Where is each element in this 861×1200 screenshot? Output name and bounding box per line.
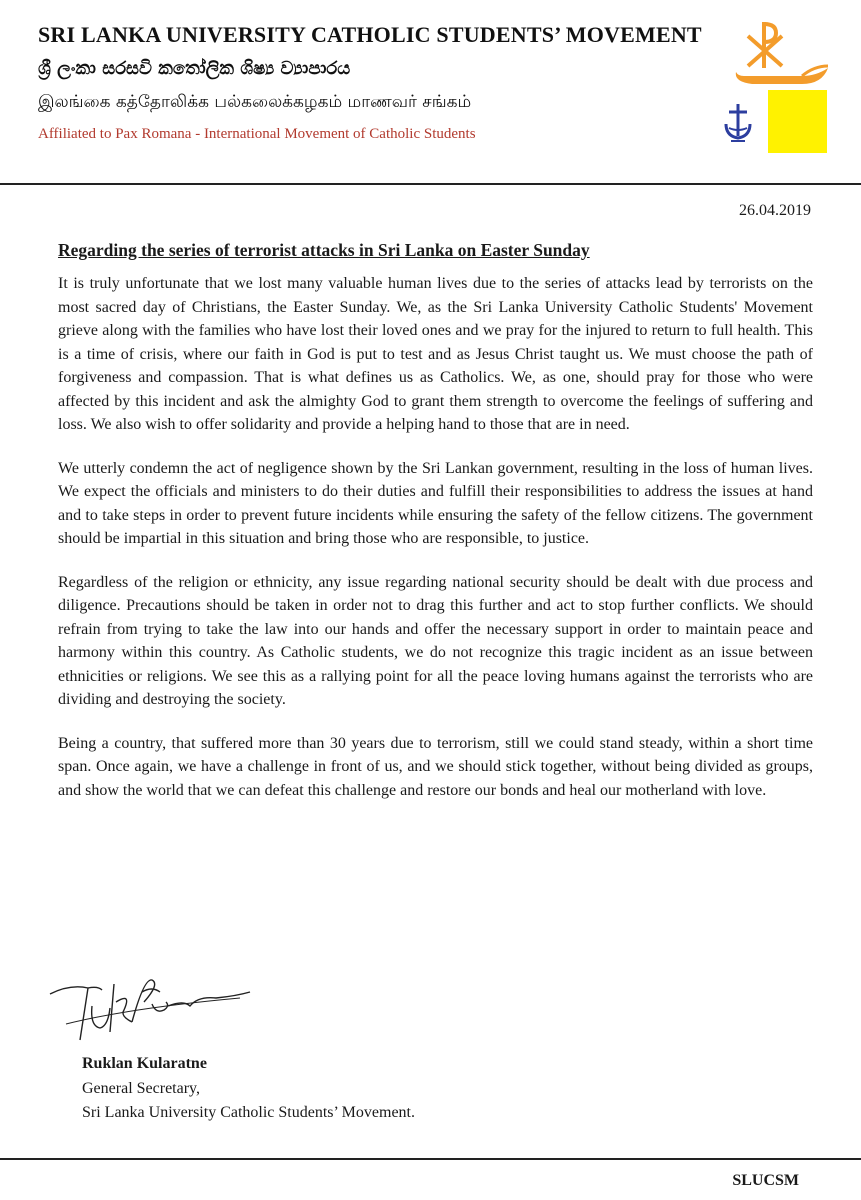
letter-body bbox=[58, 272, 813, 822]
signatory-organization: Sri Lanka University Catholic Students’ Movement. bbox=[82, 1104, 415, 1121]
yellow-flag-block bbox=[768, 90, 827, 153]
footer-divider bbox=[0, 1158, 861, 1160]
handwritten-signature bbox=[40, 966, 260, 1044]
letter-subject: Regarding the series of terrorist attacks in Sri Lanka on Easter Sunday bbox=[58, 240, 590, 260]
header-divider bbox=[0, 183, 861, 185]
signatory-title: General Secretary, bbox=[82, 1080, 200, 1097]
org-name-english: SRI LANKA UNIVERSITY CATHOLIC STUDENTS’ MOVEMENT bbox=[38, 22, 702, 47]
footer-code: SLUCSM bbox=[732, 1172, 799, 1189]
body-paragraph: We utterly condemn the act of negligence shown by the Sri Lankan government, resulting in the loss of human lives. We expect the officials and ministers to do their duties and fulfill their responsibilities to address the issues at hand and to take steps in order to prevent future incidents while ensuring the safety of the fellow citizens. The government should be impartial in this situation and bring those who are responsible, to justice. bbox=[58, 459, 813, 547]
org-name-sinhala: ශ්‍රී ලංකා සරසවි කතෝලික ශිෂ්‍ය ව්‍යාපාරය bbox=[38, 58, 351, 79]
body-paragraph: Regardless of the religion or ethnicity, any issue regarding national security should be dealt with due process and diligence. Precautions should be taken in order not to drag this further and act to stop further conflicts. We should refrain from trying to take the law into our hands and offer the necessary support in order to maintain peace and harmony within this country. As Catholic students, we do not recognize this tragic incident as an issue between ethnicities or religions. We see this as a rallying point for all the peace loving humans against the terrorists who are dividing and destroying the society. bbox=[58, 573, 813, 708]
affiliation-line: Affiliated to Pax Romana - International Movement of Catholic Students bbox=[38, 126, 476, 142]
anchor-cross-icon bbox=[723, 102, 753, 144]
org-name-tamil: இலங்கை கத்தோலிக்க பல்கலைக்கழகம் மாணவர் சங்கம் bbox=[38, 92, 472, 112]
chi-rho-lamp-icon bbox=[730, 18, 835, 90]
body-paragraph: Being a country, that suffered more than 30 years due to terrorism, still we could stand steady, within a short time span. Once again, we have a challenge in front of us, and we should stick together, without being divided as groups, and show the world that we can defeat this challenge and restore our bonds and heal our motherland with love. bbox=[58, 734, 813, 799]
body-paragraph: It is truly unfortunate that we lost many valuable human lives due to the series of attacks lead by terrorists on the most sacred day of Christians, the Easter Sunday. We, as the Sri Lanka University Catholic Students' Movement grieve along with the families who have lost their loved ones and we pray for the injured to return to full health. This is a time of crisis, where our faith in God is put to test and as Jesus Christ taught us. We must choose the path of forgiveness and compassion. That is what defines us as Catholics. We, as one, should pray for those who were affected by this incident and ask the almighty God to grant them strength to overcome the feelings of suffering and loss. We also wish to offer solidarity and provide a helping hand to those that are in need. bbox=[58, 275, 813, 433]
signatory-name: Ruklan Kularatne bbox=[82, 1055, 207, 1072]
letter-date: 26.04.2019 bbox=[739, 202, 811, 219]
